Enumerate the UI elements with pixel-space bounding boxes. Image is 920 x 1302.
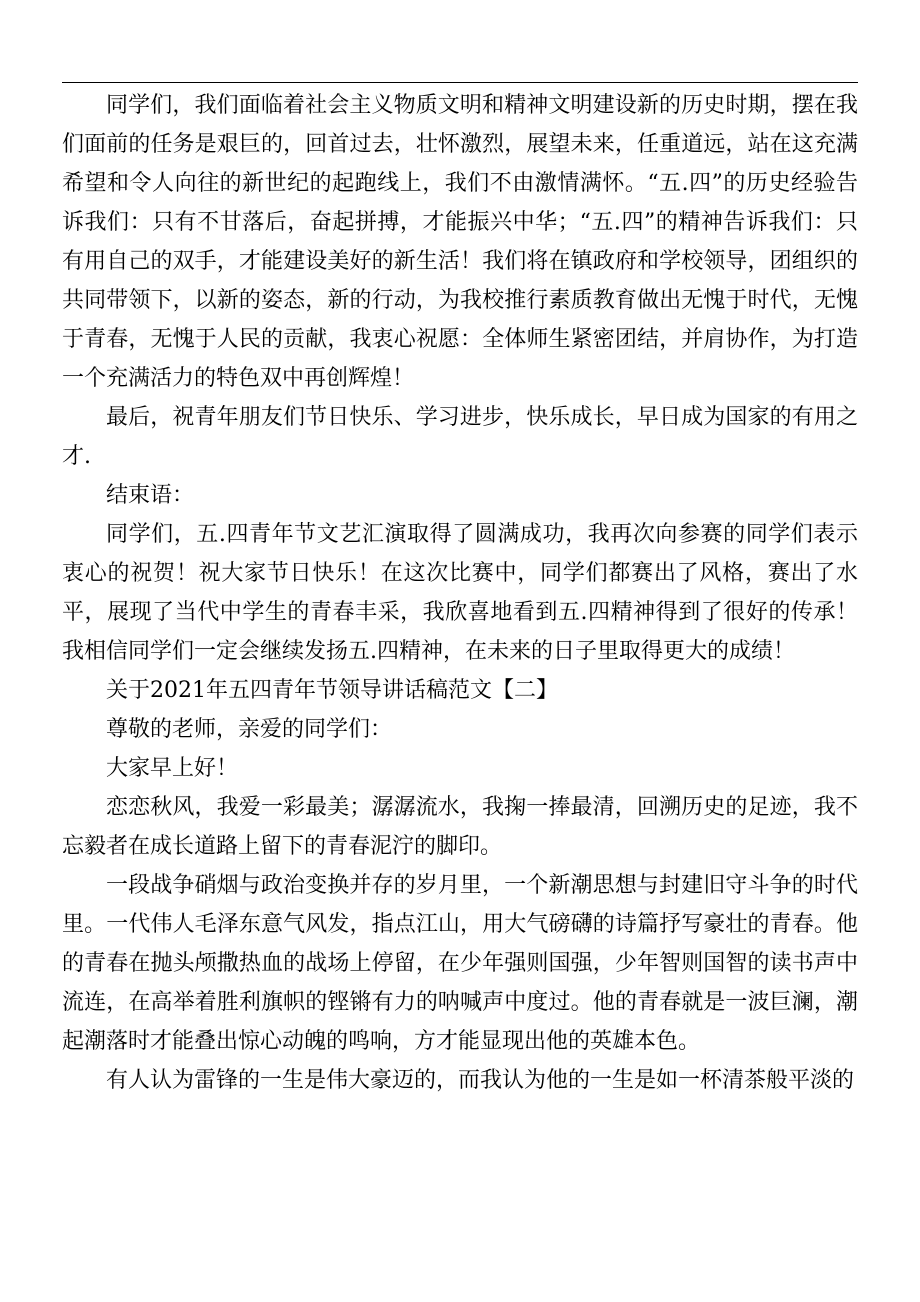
- paragraph-8: 恋恋秋风，我爱一彩最美；潺潺流水，我掬一捧最清，回溯历史的足迹，我不忘毅者在成长道路上留下的青春泥泞的脚印。: [62, 795, 858, 859]
- greeting: 大家早上好！: [106, 756, 239, 781]
- salutation: 尊敬的老师，亲爱的同学们：: [106, 717, 393, 742]
- paragraph-1: 同学们，我们面临着社会主义物质文明和精神文明建设新的历史时期，摆在我们面前的任务是艰巨的，回首过去，壮怀激烈，展望未来，任重道远，站在这充满希望和令人向往的新世纪的起跑线上，我们不由激情满怀。“五.四”的历史经验告诉我们：只有不甘落后，奋起拼搏，才能振兴中华；“五.四”的精神告诉我们：只有用自己的双手，才能建设美好的新生活！我们将在镇政府和学校领导，团组织的共同带领下，以新的姿态，新的行动，为我校推行素质教育做出无愧于时代，无愧于青春，无愧于人民的贡献，我衷心祝愿：全体师生紧密团结，并肩协作，为打造一个充满活力的特色双中再创辉煌！: [62, 93, 858, 391]
- section-heading: 关于2021年五四青年节领导讲话稿范文【二】: [106, 678, 558, 703]
- paragraph-10: 有人认为雷锋的一生是伟大豪迈的，而我认为他的一生是如一杯清茶般平淡的: [106, 1068, 855, 1093]
- paragraph-2: 最后，祝青年朋友们节日快乐、学习进步，快乐成长，早日成为国家的有用之才.: [62, 405, 858, 469]
- paragraph-9: 一段战争硝烟与政治变换并存的岁月里，一个新潮思想与封建旧守斗争的时代里。一代伟人毛泽东意气风发，指点江山，用大气磅礴的诗篇抒写豪壮的青春。他的青春在抛头颅撒热血的战场上停留，在少年强则国强，少年智则国智的读书声中流连，在高举着胜利旗帜的铿锵有力的呐喊声中度过。他的青春就是一波巨澜，潮起潮落时才能叠出惊心动魄的鸣响，方才能显现出他的英雄本色。: [62, 873, 858, 1054]
- paragraph-4: 同学们，五.四青年节文艺汇演取得了圆满成功，我再次向参赛的同学们表示衷心的祝贺！祝大家节日快乐！在这次比赛中，同学们都赛出了风格，赛出了水平，展现了当代中学生的青春丰采，我欣喜地看到五.四精神得到了很好的传承！我相信同学们一定会继续发扬五.四精神，在未来的日子里取得更大的成绩！: [62, 522, 858, 664]
- document-body: [62, 86, 858, 1100]
- header-rule: [62, 82, 858, 83]
- paragraph-3: 结束语：: [106, 483, 195, 508]
